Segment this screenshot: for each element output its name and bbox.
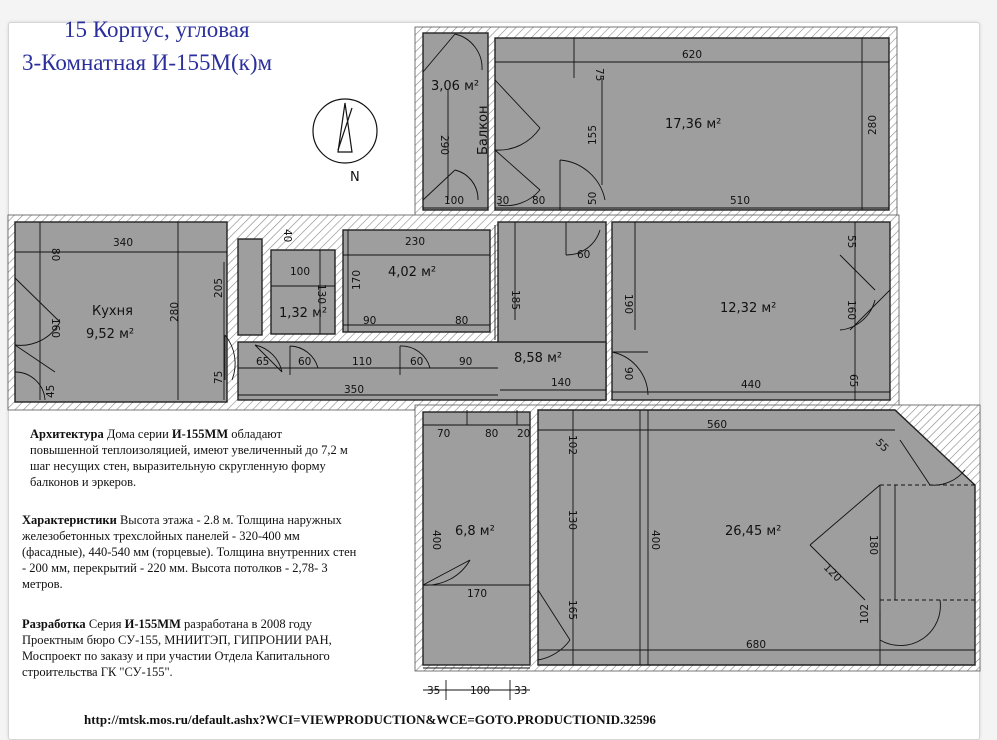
dim-340: 340 <box>113 237 134 249</box>
dim-160-kitchen: 160 <box>49 318 61 339</box>
dim-560: 560 <box>707 419 728 431</box>
development-text-b: разработана в 2008 году Проектным бюро СУ-155, МНИИТЭП, ГИПРОНИИ РАН, Моспроект по заказу и при участии Отдела Капитального строительства ГК "СУ-155". <box>22 617 332 679</box>
dim-400-small: 400 <box>430 530 442 551</box>
dim-60-corridor-a: 60 <box>298 356 312 368</box>
dim-280-kitchen: 280 <box>169 301 181 322</box>
label-living-area: 26,45 м² <box>725 524 782 539</box>
label-hall-area: 8,58 м² <box>514 351 563 366</box>
dim-140: 140 <box>551 377 572 389</box>
dim-55-right: 55 <box>845 235 857 249</box>
title-line-1: 15 Корпус, угловая <box>64 17 250 42</box>
characteristics-text: Высота этажа - 2.8 м. Толщина наружных железобетонных трехслойных панелей - 320-400 мм (фасадные), 440-540 мм (торцевые). Толщина внутренних стен - 200 мм, перекрытий - 220 мм. Высота потолков - 2,78- 3 метров. <box>22 513 357 591</box>
dim-20: 20 <box>517 428 531 440</box>
dim-620: 620 <box>682 49 703 61</box>
title-line-2: 3-Комнатная И-155М(к)м <box>22 50 273 75</box>
dim-90-right: 90 <box>622 367 634 381</box>
dim-60-corridor-b: 60 <box>410 356 424 368</box>
dim-33: 33 <box>514 685 528 697</box>
dim-160-right: 160 <box>845 300 857 321</box>
architecture-series: И-155ММ <box>171 427 229 441</box>
dim-65-right: 65 <box>847 374 859 388</box>
dim-680: 680 <box>746 639 767 651</box>
dim-130-living: 130 <box>566 510 578 531</box>
dim-100-balcony: 100 <box>444 195 465 207</box>
dim-90-toilet: 90 <box>363 315 377 327</box>
dim-65-corridor: 65 <box>256 356 270 368</box>
dim-180: 180 <box>867 535 879 556</box>
dim-130-bath: 130 <box>315 284 327 305</box>
dim-35: 35 <box>427 685 441 697</box>
development-text-a: Серия <box>85 617 125 631</box>
dim-80-toilet: 80 <box>455 315 469 327</box>
dim-55-bay: 55 <box>872 436 891 455</box>
description-characteristics <box>22 512 358 592</box>
label-balcony-name: Балкон <box>476 105 491 155</box>
development-series: И-155ММ <box>124 617 181 631</box>
dim-170-toilet: 170 <box>351 269 363 290</box>
dim-40: 40 <box>281 229 293 243</box>
dim-75-top: 75 <box>593 68 605 82</box>
room-shaft <box>238 239 262 335</box>
dim-290: 290 <box>438 135 450 156</box>
dim-50: 50 <box>587 191 599 205</box>
label-kitchen-area: 9,52 м² <box>86 327 135 342</box>
dim-90-corridor: 90 <box>459 356 473 368</box>
dim-120: 120 <box>820 561 844 585</box>
compass-north-label: N <box>350 170 360 185</box>
dim-350: 350 <box>344 384 365 396</box>
dim-100-bottom: 100 <box>470 685 491 697</box>
compass-rose <box>313 99 377 185</box>
dim-80-kitchen: 80 <box>49 248 61 262</box>
label-bedroom-top-area: 17,36 м² <box>665 117 722 132</box>
dim-190: 190 <box>622 294 634 315</box>
dim-400-living: 400 <box>649 530 661 551</box>
dim-185: 185 <box>509 290 521 311</box>
architecture-heading: Архитектура <box>30 427 104 441</box>
dim-60-hall: 60 <box>577 249 591 261</box>
dim-510: 510 <box>730 195 751 207</box>
development-heading: Разработка <box>22 617 86 631</box>
dim-70: 70 <box>437 428 451 440</box>
description-architecture <box>30 426 348 490</box>
description-development <box>22 616 358 680</box>
dim-30: 30 <box>496 195 510 207</box>
architecture-text-b: обладают повышенной теплоизоляцией, имеют увеличенный до 7,2 м шаг несущих стен, выразительную скругленную форму балконов и эркеров. <box>30 427 348 489</box>
source-url: http://mtsk.mos.ru/default.ashx?WCI=VIEWPRODUCTION&WCE=GOTO.PRODUCTIONID.32596 <box>84 712 656 727</box>
label-bedroom-right-area: 12,32 м² <box>720 301 777 316</box>
label-kitchen-name: Кухня <box>92 304 133 319</box>
dim-80-top: 80 <box>532 195 546 207</box>
dim-440: 440 <box>741 379 762 391</box>
dim-205: 205 <box>213 277 225 298</box>
architecture-text-a: Дома серии <box>106 427 172 441</box>
characteristics-heading: Характеристики <box>22 513 117 527</box>
label-toilet-area: 4,02 м² <box>388 265 437 280</box>
dim-155: 155 <box>587 124 599 145</box>
label-balcony-area: 3,06 м² <box>431 79 480 94</box>
dim-45: 45 <box>45 384 57 398</box>
dim-75-kitchen: 75 <box>213 370 225 384</box>
dim-110: 110 <box>352 356 373 368</box>
label-small-room-area: 6,8 м² <box>455 524 495 539</box>
dim-165: 165 <box>566 600 578 621</box>
dim-102-bottom: 102 <box>859 603 871 624</box>
label-bath-area: 1,32 м² <box>279 306 328 321</box>
dim-170-small: 170 <box>467 588 488 600</box>
dim-102-top: 102 <box>566 435 578 456</box>
dim-280-top: 280 <box>867 114 879 135</box>
dim-100-bath: 100 <box>290 266 311 278</box>
dim-80-lower: 80 <box>485 428 499 440</box>
dim-230: 230 <box>405 236 426 248</box>
